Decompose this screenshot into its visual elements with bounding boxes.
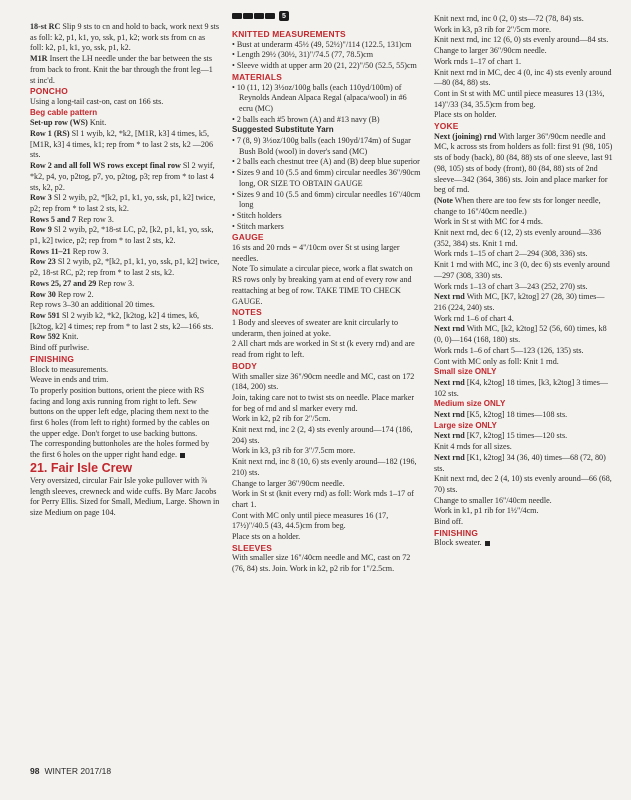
end-mark-icon xyxy=(180,453,185,458)
row-30: Row 30 Rep row 2. xyxy=(30,289,94,299)
paragraph: With smaller size 36"/90cm needle and MC, cast on 172 (184, 200) sts. xyxy=(232,371,415,392)
paragraph: Work rnds 1–15 of chart 2—294 (308, 336) sts. xyxy=(434,249,588,259)
instruction-rc: 18-st RC Slip 9 sts to cn and hold to back, work next 9 sts as foll: k2, p1, k1, yo, ssk, p1, k2; work sts from cn as foll: k2, p1, k1, yo, ssk, p1, k2. xyxy=(30,22,220,53)
list-item: • Sizes 9 and 10 (5.5 and 6mm) circular needles 16"/40cm long xyxy=(232,189,421,210)
row-23: Row 23 Sl 2 wyib, p2, *[k2, p1, k1, yo, ssk, p1, k2] twice, p2, 18-st RC, p2; rep from * to last 2 sts, k2. xyxy=(30,257,220,278)
heading-notes: NOTES xyxy=(232,307,262,318)
paragraph: Knit next rnd, inc 0 (2, 0) sts—72 (78, 84) sts. xyxy=(434,14,584,23)
page-footer xyxy=(30,766,111,776)
paragraph: Join, taking care not to twist sts on needle. Place marker for beg of rnd and sl marker every rnd. xyxy=(232,392,415,413)
list-item: • Stitch markers xyxy=(232,221,284,231)
paragraph: Cont in St st with MC until piece measures 13 (13½, 14)"/33 (34, 35.5)cm from beg. xyxy=(434,88,605,109)
subheading-substitute: Suggested Substitute Yarn xyxy=(232,125,334,135)
paragraph: The corresponding buttonholes are the holes formed by the first 6 holes on the upper right hand edge. xyxy=(30,439,210,460)
subheading-medium: Medium size ONLY xyxy=(434,399,506,409)
paragraph: Cont with MC only until piece measures 16 (17, 17½)"/40.5 (43, 44.5)cm from beg. xyxy=(232,510,389,531)
paragraph: Knit next rnd, inc 8 (10, 6) sts evenly around—182 (196, 210) sts. xyxy=(232,457,417,477)
paragraph: Change to larger 36"/90cm needle. xyxy=(434,46,547,56)
row-setup: Set-up row (WS) Knit. xyxy=(30,118,107,128)
next-rnd: Next rnd With MC, [k2, k2tog] 52 (56, 60) times, k8 (0, 0)—164 (168, 180) sts. xyxy=(434,324,607,345)
list-item: • 2 balls each chestnut tree (A) and (B) deep blue superior xyxy=(232,157,420,167)
paragraph: Cont with MC only as foll: Knit 1 rnd. xyxy=(434,356,559,366)
paragraph: Bind off purlwise. xyxy=(30,343,89,353)
heading-finishing-2: FINISHING xyxy=(434,527,479,538)
paragraph: Work in St st with MC for 4 rnds. xyxy=(434,217,543,227)
next-rnd: Next rnd [K5, k2tog] 18 times—108 sts. xyxy=(434,410,568,420)
heading-measurements: KNITTED MEASUREMENTS xyxy=(232,29,346,39)
list-item: • Sleeve width at upper arm 20 (21, 22)"/50 (52.5, 55)cm xyxy=(232,61,417,71)
yoke-note: (Note When there are too few sts for longer needle, change to 16"/40cm needle.) xyxy=(434,195,601,216)
row-3: Row 3 Sl 2 wyib, p2, *[k2, p1, k1, yo, ssk, p1, k2] twice, p2; rep from * to last 2 sts, k2. xyxy=(30,193,216,213)
list-item: • 10 (11, 12) 3½oz/100g balls (each 110yd/100m) of Reynolds Andean Alpaca Regal (alpaca/wool) in #6 ecru (MC) xyxy=(232,82,407,113)
end-mark-icon xyxy=(485,541,490,546)
paragraph: Knit next rnd, inc 12 (6, 0) sts evenly around—84 sts. xyxy=(434,35,609,45)
paragraph: With smaller size 16"/40cm needle and MC, cast on 72 (76, 84) sts. Join. Work in k2, p2 rib for 1"/2.5cm. xyxy=(232,553,411,574)
paragraph: Work in k2, p2 rib for 2"/5cm. xyxy=(232,414,331,424)
paragraph: To properly position buttons, orient the piece with RS facing and long axis running from right to left. Sew buttons on the upper left edge, placing them next to the first 6 holes (from left to right) formed by the cables on the upper edge. Don't forget to use backing buttons. xyxy=(30,385,210,438)
list-item: • Sizes 9 and 10 (5.5 and 6mm) circular needles 36"/90cm long, OR SIZE TO OBTAIN GAUGE xyxy=(232,168,421,188)
paragraph: Block to measurements. xyxy=(30,364,108,374)
subheading-large: Large size ONLY xyxy=(434,420,497,430)
column-1 xyxy=(30,22,220,519)
next-rnd: Next rnd With MC, [K7, k2tog] 27 (28, 30) times—216 (224, 240) sts. xyxy=(434,292,605,312)
row-25-29: Rows 25, 27 and 29 Rep row 3. xyxy=(30,278,135,288)
heading-gauge: GAUGE xyxy=(232,232,264,243)
paragraph: Knit next rnd, dec 6 (12, 2) sts evenly around—336 (352, 384) sts. Knit 1 rnd. xyxy=(434,228,602,248)
heading-materials: MATERIALS xyxy=(232,71,283,82)
row-9: Row 9 Sl 2 wyib, p2, *18-st LC, p2, [k2, p1, k1, yo, ssk, p1, k2] twice, p2; rep from * to last 2 sts, k2. xyxy=(30,225,214,246)
difficulty-level: 5 xyxy=(279,11,289,21)
difficulty-segment xyxy=(254,13,264,19)
next-rnd: Next rnd [K4, k2tog] 18 times, [k3, k2tog] 3 times—102 sts. xyxy=(434,377,609,398)
paragraph: Note To simulate a circular piece, work a flat swatch on RS rows only by breaking yarn at end of every row and reattaching at beg of row. TAKE TIME TO CHECK GAUGE. xyxy=(232,264,413,306)
subheading-cable: Beg cable pattern xyxy=(30,107,98,117)
paragraph: Block sweater. xyxy=(434,538,616,549)
paragraph: Place sts on a holder. xyxy=(232,532,301,542)
paragraph: Change to larger 36"/90cm needle. xyxy=(232,478,345,488)
difficulty-segment xyxy=(243,13,253,19)
row-5-7: Rows 5 and 7 Rep row 3. xyxy=(30,214,114,224)
list-item: • 2 balls each #5 brown (A) and #13 navy (B) xyxy=(232,114,380,124)
subheading-small: Small size ONLY xyxy=(434,367,497,377)
paragraph: Work in k3, p3 rib for 2"/5cm more. xyxy=(434,24,552,34)
row-592: Row 592 Knit. xyxy=(30,332,79,342)
list-item: • Stitch holders xyxy=(232,210,282,220)
paragraph: Work in k1, p1 rib for 1½"/4cm. xyxy=(434,506,539,516)
paragraph: 16 sts and 20 rnds = 4"/10cm over St st using larger needles. xyxy=(232,243,400,263)
paragraph: Using a long-tail cast-on, cast on 166 sts. xyxy=(30,96,164,106)
heading-sleeves: SLEEVES xyxy=(232,542,273,553)
paragraph: Knit 1 rnd with MC, inc 3 (0, dec 6) sts evenly around—297 (308, 330) sts. xyxy=(434,260,610,280)
paragraph: Knit next rnd, inc 2 (2, 4) sts evenly around—174 (186, 204) sts. xyxy=(232,425,413,445)
heading-poncho: PONCHO xyxy=(30,86,68,97)
difficulty-segment xyxy=(232,13,242,19)
paragraph: Rep rows 3–30 an additional 20 times. xyxy=(30,300,155,310)
row-1: Row 1 (RS) Sl 1 wyib, k2, *k2, [M1R, k3] 4 times, k5, [M1R, k3] 4 times, k1; rep from * to last 2 sts, k2 —206 sts. xyxy=(30,129,213,160)
note: 1 Body and sleeves of sweater are knit circularly to underarm, then joined at yoke. xyxy=(232,317,399,338)
paragraph: Knit 4 rnds for all sizes. xyxy=(434,442,512,452)
page-number: 98 xyxy=(30,766,40,776)
list-item: • 7 (8, 9) 3½oz/100g balls (each 190yd/174m) of Sugar Bush Bold (wool) in dover's sand (MC) xyxy=(232,136,411,156)
instruction-m1r: M1R Insert the LH needle under the bar between the sts from back to front. Knit the bar through the front leg—1 st inc'd. xyxy=(30,54,213,85)
row-2: Row 2 and all foll WS rows except final row Sl 2 wyif, *k2, p4, yo, p2tog, p7, yo, p2tog, p3; rep from * to last 4 sts, k2, p2. xyxy=(30,161,215,192)
paragraph: Work rnds 1–17 of chart 1. xyxy=(434,56,522,66)
next-rnd: Next rnd [K1, k2tog] 34 (36, 40) times—68 (72, 80) sts. xyxy=(434,452,606,473)
paragraph: Bind off. xyxy=(434,517,464,527)
paragraph: Knit next rnd in MC, dec 4 (0, inc 4) sts evenly around—80 (84, 88) sts. xyxy=(434,67,612,88)
row-11-21: Rows 11–21 Rep row 3. xyxy=(30,246,109,256)
row-591: Row 591 Sl 2 wyib k2, *k2, [k2tog, k2] 4 times, k6, [k2tog, k2] 4 times; rep from * to last 2 sts, k2—166 sts. xyxy=(30,310,214,331)
yoke-joining: Next (joining) rnd With larger 36"/90cm needle and MC, k across sts from holders as foll: first 91 (98, 105) sts of body (back), 80 (84, 88) sts of one sleeve, last 91 (98, 105) sts of body (front), 80 (84, 88) sts of 2nd sleeve—342 (364, 386) sts. Join and place marker for beg of rnd. xyxy=(434,131,613,195)
heading-finishing: FINISHING xyxy=(30,353,75,364)
paragraph: Work rnd 1–6 of chart 4. xyxy=(434,313,514,323)
pattern-description: Very oversized, circular Fair Isle yoke pullover with ⅞ length sleeves, crewneck and wide cuffs. By Marc Jacobs for Perry Ellis. Sized for Small, Medium, Large. Shown in size Medium on page 104. xyxy=(30,475,220,517)
paragraph: Work in k3, p3 rib for 3"/7.5cm more. xyxy=(232,446,356,456)
issue-label: WINTER 2017/18 xyxy=(44,766,112,776)
heading-body: BODY xyxy=(232,360,257,371)
column-2 xyxy=(232,20,422,575)
paragraph: Work in St st (knit every rnd) as foll: Work rnds 1–17 of chart 1. xyxy=(232,489,414,509)
heading-yoke: YOKE xyxy=(434,121,459,132)
pattern-title: 21. Fair Isle Crew xyxy=(30,460,133,475)
paragraph: Knit next rnd, dec 2 (4, 10) sts evenly around—66 (68, 70) sts. xyxy=(434,474,612,494)
paragraph: Work rnds 1–13 of chart 3—243 (252, 270) sts. xyxy=(434,281,588,291)
next-rnd: Next rnd [K7, k2tog] 15 times—120 sts. xyxy=(434,431,568,441)
paragraph: Place sts on holder. xyxy=(434,110,497,120)
paragraph: Change to smaller 16"/40cm needle. xyxy=(434,495,552,505)
paragraph: Weave in ends and trim. xyxy=(30,375,109,385)
paragraph: Work rnds 1–6 of chart 5—123 (126, 135) sts. xyxy=(434,345,584,355)
difficulty-segment xyxy=(265,13,275,19)
list-item: • Bust at underarm 45½ (49, 52½)"/114 (122.5, 131)cm xyxy=(232,39,412,49)
note: 2 All chart rnds are worked in St st (k every rnd) and are read from right to left. xyxy=(232,339,415,360)
column-3 xyxy=(434,14,616,549)
list-item: • Length 29½ (30½, 31)"/74.5 (77, 78.5)cm xyxy=(232,50,374,60)
